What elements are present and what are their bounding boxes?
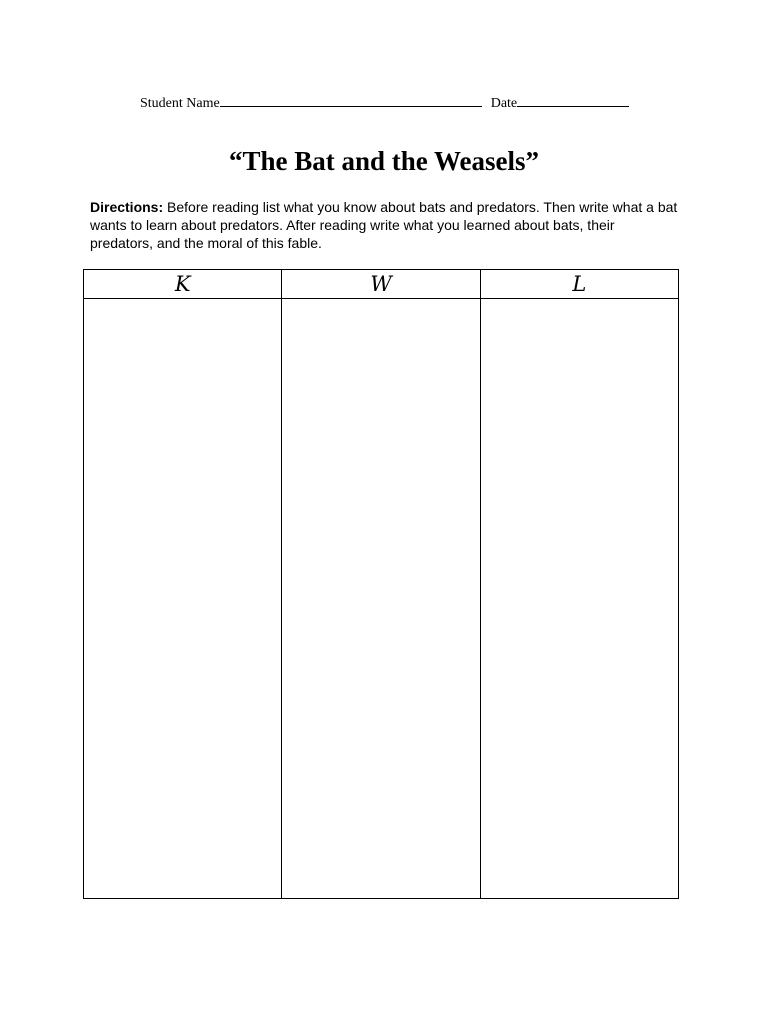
- student-name-label: Student Name: [140, 96, 220, 111]
- w-column-cell[interactable]: [282, 299, 480, 899]
- column-header-w: W: [282, 270, 480, 299]
- worksheet-title: “The Bat and the Weasels”: [228, 146, 540, 176]
- l-column-cell[interactable]: [480, 299, 678, 899]
- k-column-cell[interactable]: [84, 299, 282, 899]
- date-blank[interactable]: [517, 92, 629, 107]
- kwl-chart: [83, 269, 679, 899]
- directions-paragraph: [90, 198, 680, 252]
- date-label: Date: [490, 96, 518, 111]
- student-info-line: [140, 92, 629, 112]
- directions-label: Directions:: [90, 199, 164, 215]
- column-header-l: L: [480, 270, 678, 299]
- kwl-body-row: [84, 299, 679, 899]
- directions-text: Before reading list what you know about bats and predators. Then write what a bat wants to learn about predators. After reading write what you learned about bats, their predators, and the moral of this fable.: [90, 199, 678, 251]
- student-name-blank[interactable]: [220, 92, 482, 107]
- kwl-header-row: [84, 270, 679, 299]
- column-header-k: K: [84, 270, 282, 299]
